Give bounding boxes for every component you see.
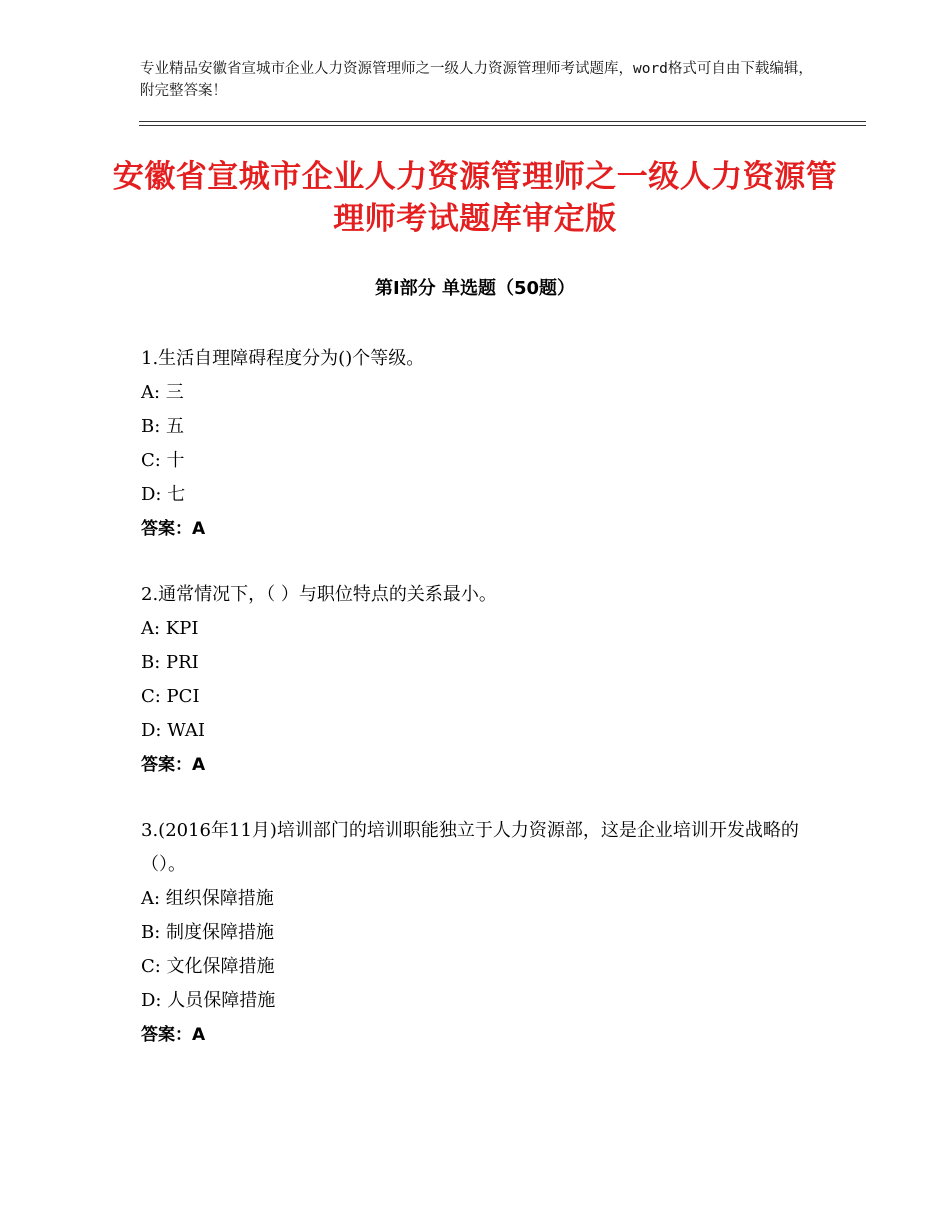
- answer-line: 答案：A: [141, 1025, 206, 1045]
- question-1: [141, 342, 821, 546]
- question-stem: 2.通常情况下，（ ）与职位特点的关系最小。: [141, 584, 497, 605]
- option-a: A: KPI: [141, 618, 199, 639]
- option-b: B: 制度保障措施: [141, 922, 275, 943]
- section-heading: 第Ⅰ部分 单选题（50题）: [374, 278, 575, 299]
- option-b: B: 五: [141, 416, 185, 437]
- option-a: A: 三: [141, 382, 184, 403]
- option-c: C: 文化保障措施: [141, 956, 275, 977]
- question-list: [141, 342, 821, 1084]
- option-c: C: 十: [141, 450, 185, 471]
- option-d: D: 七: [141, 484, 186, 505]
- question-3: [141, 814, 821, 1052]
- document-title: 安徽省宣城市企业人力资源管理师之一级人力资源管理师考试题库审定版: [112, 159, 838, 237]
- option-a: A: 组织保障措施: [141, 888, 274, 909]
- option-d: D: WAI: [141, 720, 205, 741]
- header-divider-bottom: [139, 125, 866, 126]
- answer-line: 答案：A: [141, 519, 206, 539]
- question-stem: 1.生活自理障碍程度分为()个等级。: [141, 348, 425, 369]
- option-b: B: PRI: [141, 652, 199, 673]
- header-divider-top: [139, 121, 866, 122]
- question-2: [141, 578, 821, 782]
- option-d: D: 人员保障措施: [141, 990, 276, 1011]
- header-note: 专业精品安徽省宣城市企业人力资源管理师之一级人力资源管理师考试题库，word格式可自由下载编辑，附完整答案！: [140, 61, 813, 99]
- answer-line: 答案：A: [141, 755, 206, 775]
- option-c: C: PCI: [141, 686, 200, 707]
- question-stem: 3.(2016年11月)培训部门的培训职能独立于人力资源部，这是企业培训开发战略的（）。: [141, 820, 799, 875]
